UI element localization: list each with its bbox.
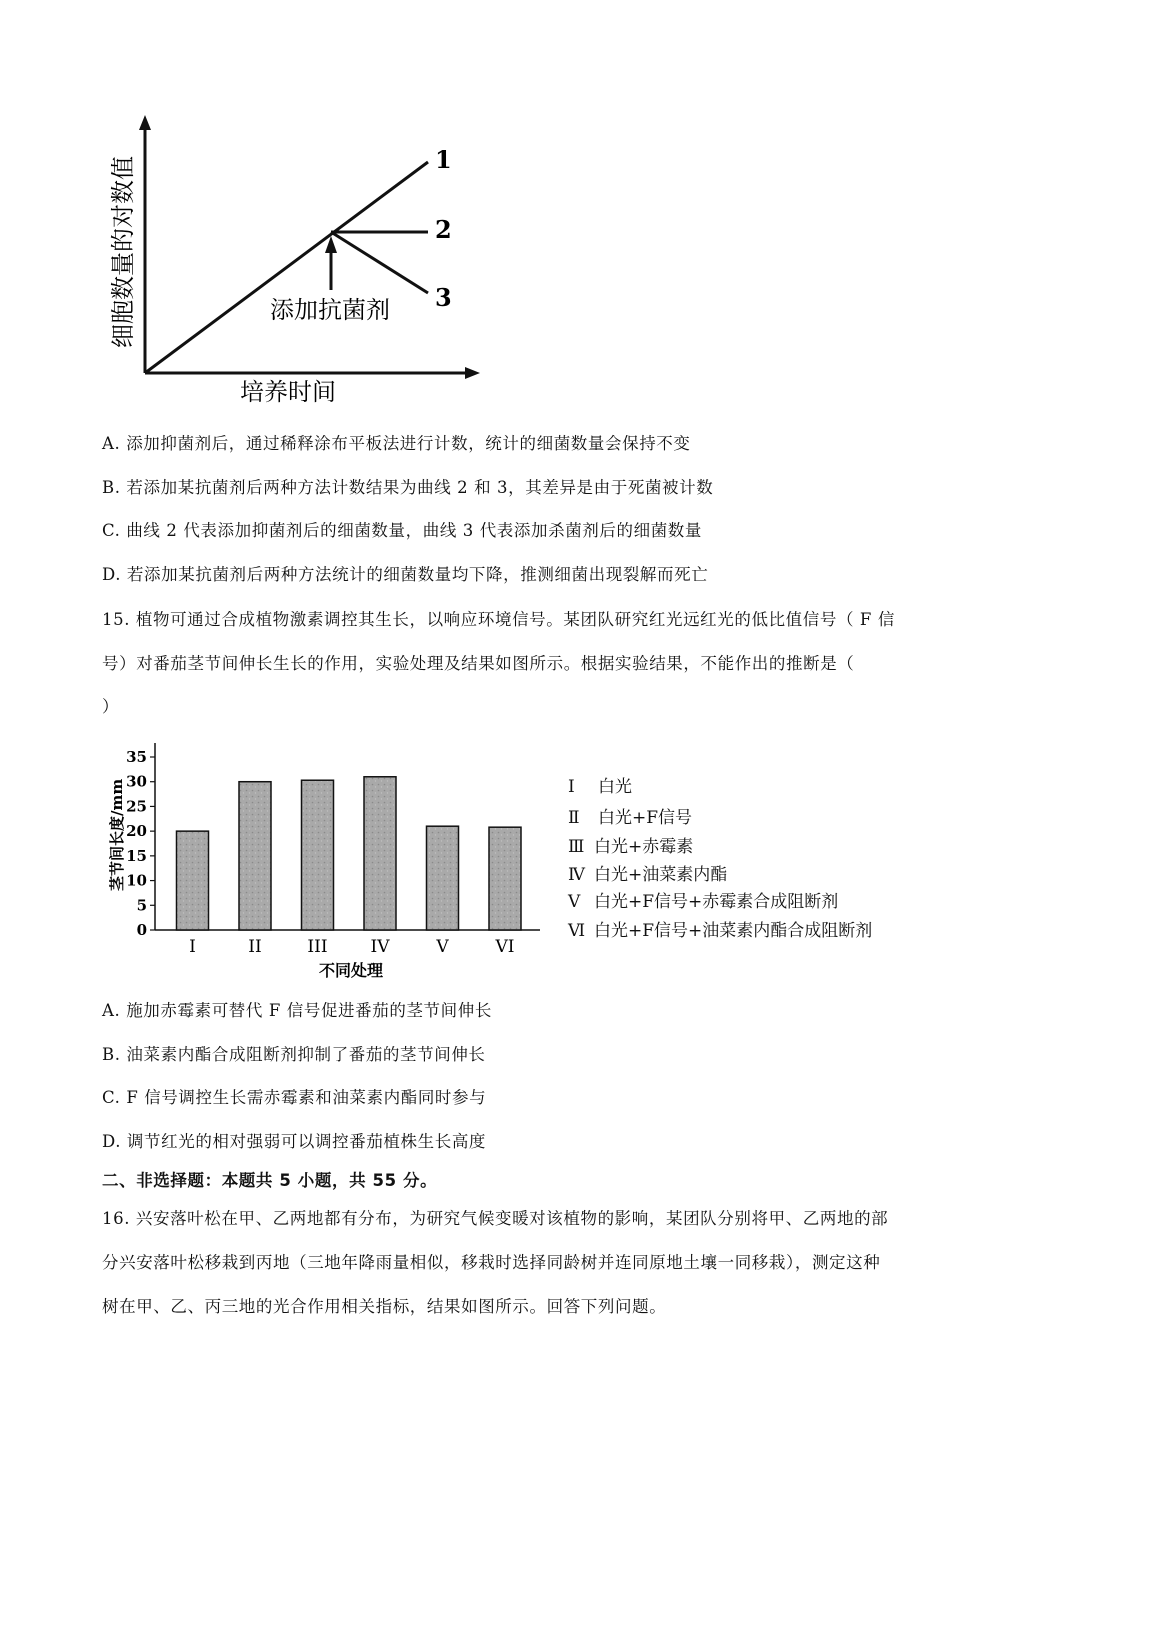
- growth-curve-figure: [95, 110, 515, 430]
- y-tick-label: 35: [126, 748, 147, 766]
- legend-item-6: [568, 916, 872, 941]
- legend-key: Ⅰ: [568, 777, 575, 797]
- q14-option-b: B. 若添加某抗菌剂后两种方法计数结果为曲线 2 和 3，其差异是由于死菌被计数: [102, 478, 714, 497]
- legend-text: 白光: [598, 777, 632, 797]
- y-tick-label: 20: [126, 822, 147, 841]
- legend-key: Ⅲ: [568, 837, 585, 857]
- curve-label-1: 1: [435, 145, 452, 174]
- legend-item-4: [568, 860, 727, 885]
- x-tick-label: III: [307, 937, 328, 957]
- y-axis-arrow: [139, 115, 151, 130]
- bar-chart-y-label: 茎节间长度/mm: [108, 778, 126, 891]
- q15-option-c: C. F 信号调控生长需赤霉素和油菜素内酯同时参与: [102, 1088, 487, 1107]
- q15-option-b: B. 油菜素内酯合成阻断剂抑制了番茄的茎节间伸长: [102, 1045, 486, 1064]
- y-tick-label: 15: [126, 846, 147, 865]
- y-tick-label: 25: [126, 797, 147, 816]
- q15-option-a: A. 施加赤霉素可替代 F 信号促进番茄的茎节间伸长: [102, 1001, 492, 1020]
- legend-text: 白光+油菜素内酯: [594, 865, 728, 885]
- x-tick-label: V: [436, 937, 449, 957]
- legend-key: Ⅳ: [568, 865, 585, 885]
- q15-stem-line2: 号）对番茄茎节间伸长生长的作用，实验处理及结果如图所示。根据实验结果，不能作出的推断是（: [102, 654, 855, 673]
- y-tick-label: 10: [126, 871, 147, 890]
- legend-text: 白光+F信号+赤霉素合成阻断剂: [594, 892, 839, 912]
- q16-stem-line3: 树在甲、乙、丙三地的光合作用相关指标，结果如图所示。回答下列问题。: [102, 1297, 667, 1316]
- legend-item-2: [568, 803, 692, 828]
- legend-key: Ⅵ: [568, 921, 586, 941]
- q16-stem-line1: 16. 兴安落叶松在甲、乙两地都有分布，为研究气候变暖对该植物的影响，某团队分别将甲、乙两地的部: [102, 1209, 889, 1228]
- q16-stem-line2: 分兴安落叶松移栽到丙地（三地年降雨量相似，移栽时选择同龄树并连同原地土壤一同移栽），测定这种: [102, 1253, 881, 1272]
- x-axis-arrow: [465, 367, 480, 379]
- legend-text: 白光+赤霉素: [594, 837, 694, 857]
- legend-item-3: [568, 832, 693, 857]
- q14-option-d: D. 若添加某抗菌剂后两种方法统计的细菌数量均下降，推测细菌出现裂解而死亡: [102, 565, 709, 584]
- y-axis-label: 细胞数量的对数值: [109, 156, 137, 348]
- bar-4: [364, 777, 396, 930]
- q15-option-d: D. 调节红光的相对强弱可以调控番茄植株生长高度: [102, 1132, 487, 1151]
- legend-item-5: [568, 887, 838, 912]
- curve-3: [331, 232, 428, 293]
- legend-key: Ⅱ: [568, 808, 580, 828]
- legend-text: 白光+F信号+油菜素内酯合成阻断剂: [594, 921, 873, 941]
- q14-option-a: A. 添加抑菌剂后，通过稀释涂布平板法进行计数，统计的细菌数量会保持不变: [102, 434, 691, 453]
- x-tick-label: VI: [495, 937, 515, 957]
- y-tick-label: 5: [136, 896, 147, 915]
- q15-stem-line1: 15. 植物可通过合成植物激素调控其生长，以响应环境信号。某团队研究红光远红光的低比值信号（ F 信: [102, 610, 895, 629]
- x-tick-label: IV: [370, 937, 390, 957]
- legend-item-1: [568, 772, 632, 797]
- x-tick-label: I: [189, 937, 196, 957]
- y-tick-label: 0: [136, 921, 147, 939]
- bar-3: [302, 780, 334, 930]
- q14-option-c: C. 曲线 2 代表添加抑菌剂后的细菌数量，曲线 3 代表添加杀菌剂后的细菌数量: [102, 521, 703, 540]
- legend-text: 白光+F信号: [598, 808, 693, 828]
- annotation-label: 添加抗菌剂: [270, 296, 390, 324]
- curve-label-2: 2: [435, 215, 452, 244]
- x-axis-label: 培养时间: [240, 378, 336, 406]
- bar-chart-x-label: 不同处理: [319, 961, 384, 980]
- y-tick-label: 30: [126, 772, 147, 791]
- bar-6: [489, 827, 521, 930]
- section2-heading: 二、非选择题：本题共 5 小题，共 55 分。: [102, 1171, 438, 1190]
- curve-label-3: 3: [435, 283, 452, 312]
- x-tick-label: II: [248, 937, 262, 957]
- bar-1: [177, 831, 209, 930]
- q15-stem-line3: ）: [102, 697, 120, 716]
- bar-5: [427, 826, 459, 930]
- bar-2: [239, 782, 271, 930]
- internode-length-bar-chart: [95, 735, 555, 985]
- legend-key: Ⅴ: [568, 892, 581, 912]
